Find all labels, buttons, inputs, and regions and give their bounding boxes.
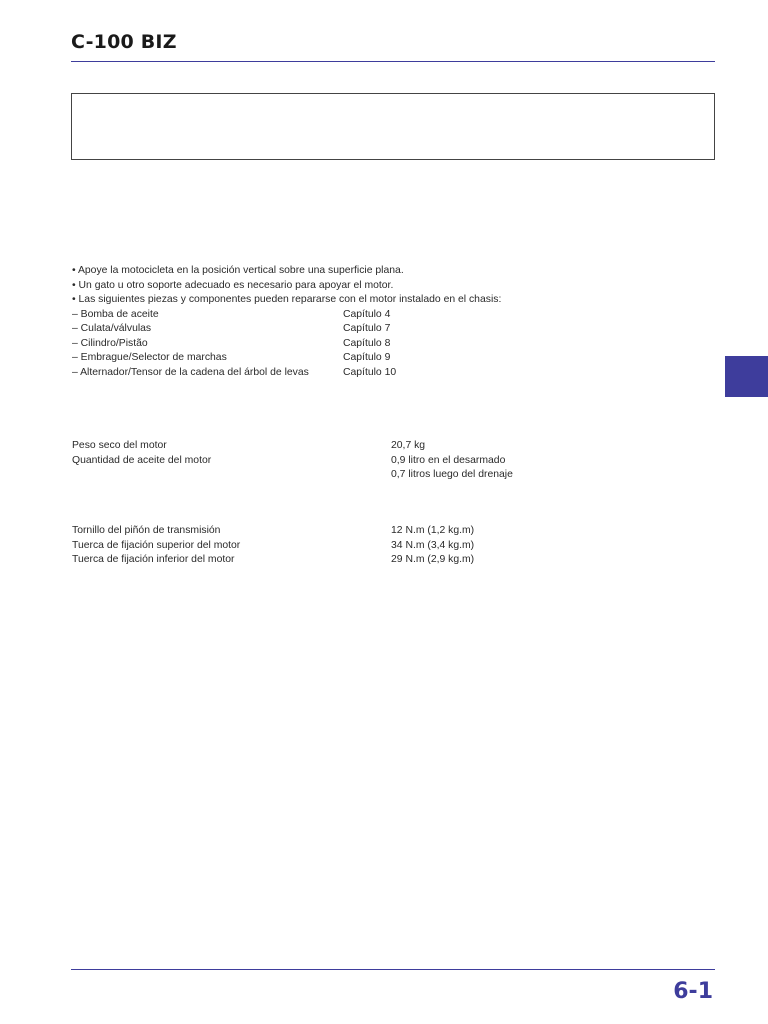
torque-value: 34 N.m (3,4 kg.m) bbox=[391, 539, 475, 551]
chapter-title-box bbox=[71, 93, 715, 160]
torque-value: 12 N.m (1,2 kg.m) bbox=[391, 525, 475, 536]
component-name: – Bomba de aceite bbox=[72, 308, 159, 320]
component-row bbox=[72, 322, 692, 337]
component-row bbox=[72, 308, 692, 323]
spec-row bbox=[72, 454, 692, 469]
header-divider bbox=[71, 61, 715, 62]
chapter-reference: Capítulo 4 bbox=[343, 308, 391, 320]
torque-row bbox=[72, 539, 692, 554]
spec-item: Peso seco del motor bbox=[72, 440, 167, 451]
component-row bbox=[72, 351, 692, 366]
chapter-reference: Capítulo 9 bbox=[343, 352, 391, 363]
note-bullet: • Apoye la motocicleta en la posición vertical sobre una superficie plana. bbox=[72, 265, 404, 276]
specifications-table bbox=[72, 439, 692, 483]
spec-value: 0,9 litro en el desarmado bbox=[391, 454, 506, 466]
component-row bbox=[72, 337, 692, 352]
component-name: – Cilindro/Pistão bbox=[72, 337, 148, 349]
torque-item: Tuerca de fijación inferior del motor bbox=[72, 554, 235, 565]
note-bullet: • Las siguientes piezas y componentes pueden repararse con el motor instalado en el chasis: bbox=[72, 294, 502, 305]
page-number: 6-1 bbox=[673, 979, 713, 1004]
component-row bbox=[72, 366, 692, 381]
component-name: – Embrague/Selector de marchas bbox=[72, 352, 227, 363]
chapter-reference: Capítulo 10 bbox=[343, 366, 397, 378]
torque-value: 29 N.m (2,9 kg.m) bbox=[391, 554, 475, 565]
footer-divider bbox=[71, 969, 715, 970]
spec-value: 20,7 kg bbox=[391, 440, 426, 451]
torque-row bbox=[72, 524, 692, 539]
torque-row bbox=[72, 553, 692, 568]
component-name: – Alternador/Tensor de la cadena del árbol de levas bbox=[72, 366, 309, 378]
model-title: C-100 BIZ bbox=[71, 31, 177, 53]
torque-item: Tuerca de fijación superior del motor bbox=[72, 539, 241, 551]
torque-item: Tornillo del piñón de transmisión bbox=[72, 525, 221, 536]
torque-values-table bbox=[72, 524, 692, 568]
note-bullet: • Un gato u otro soporte adecuado es necesario para apoyar el motor. bbox=[72, 279, 394, 291]
chapter-reference: Capítulo 8 bbox=[343, 337, 391, 349]
component-name: – Culata/válvulas bbox=[72, 323, 152, 334]
spec-row bbox=[72, 439, 692, 454]
chapter-reference: Capítulo 7 bbox=[343, 323, 391, 334]
spec-item: Quantidad de aceite del motor bbox=[72, 454, 212, 466]
service-notes bbox=[72, 264, 692, 380]
spec-value: 0,7 litros luego del drenaje bbox=[391, 469, 513, 480]
section-tab-marker bbox=[725, 356, 768, 397]
spec-row bbox=[72, 468, 692, 483]
